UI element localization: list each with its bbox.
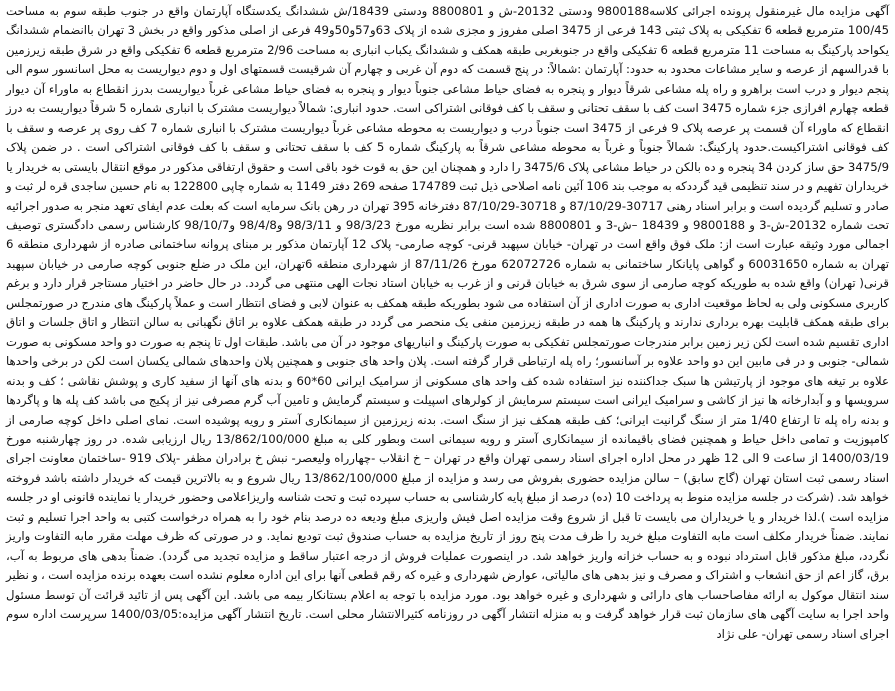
notice-body-text: آگهی مزایده مال غیرمنقول پرونده اجرائی کلاسه9800188 ودستی 20132-ش و 8800801 ودستی 18439/ش ششدانگ یکدستگاه آپارتمان واقع در جنوب طبقه سوم به مساحت 100/45 مترمربع قطعه 6 تفکیکی به پلاک ثبتی 143 فرعی از 3475 اصلی مفروز و مجزی شده از پلاک 63و57و50و49 فرعی از اصلی مذکور واقع در بخش 3 تهران باانضمام ششدانگ یکواحد پارکینگ به مساحت 11 مترمربع قطعه 6 تفکیکی واقع در جنوبغربی طبقه همکف و ششدانگ یکباب انباری به مساحت 2/96 مترمربع قطعه 6 تفکیکی واقع در شرق طبقه زیرزمین با قدرالسهم از عرصه و سایر مشاعات محدود به حدود: آپارتمان :شمالاً: در پنج قسمت که دوم آن غربی و چهارم آن شرقیست قسمتهای اول و دوم دیواریست به محل اسانسور سوم الی پنجم دیوار و درب است براهرو و راه پله مشاعی شرقاً دیوار و پنجره به فضای حیاط مشاعی جنوباً دیوار و پنجره به فضای حیاط مشاعی غرباً دیواریست بدرز انقطاع به ماوراء آن دیوار قطعه چهارم افرازی جزء شماره 3475 است کف با سقف تحتانی و سقف با کف فوقانی اشتراکی است. حدود انباری: شمالاً دیواریست مشترک با انباری شماره 5 شرقاً دیواریست به درز انقطاع که ماوراء آن قسمت پر عرصه پلاک 9 فرعی از 3475 است جنوباً درب و دیواریست به محوطه مشاعی غرباً دیواریست مشترک با انباری شماره 7 کف روی پر عرصه و سقف با کف فوقانی اشتراکیست.حدود پارکینگ: شمالاً جنوباً و غرباً به محوطه مشاعی شرقاً به پارکینگ شماره 5 کف با سقف تحتانی و سقف با کف فوقانی اشتراکی است . در ضمن پلاک 3475/9 حق ساز کردن 34 پنجره و ده بالکن در حیاط مشاعی پلاک 3475/6 را دارد و همچنان این حق به قوت خود باقی است و حقوق ارتفاقی مذکور در موقع انتقال بایستی به خریدار یا خریداران تفهیم و در سند تنظیمی قید گرددکه به موجب بند 106 آئین نامه اصلاحی ذیل ثبت 174789 صفحه 269 دفتر 1149 به شماره چاپی 122800 به نام حسین ساجدی قره لر ثبت و صادر و تسلیم گردیده است و برابر اسناد رهنی 30717-87/10/29 و 30718-87/10/29 دفترخانه 395 تهران در رهن بانک سرمایه است که بعلت عدم ایفای تعهد منجر به صدور اجرائیه تحت شماره 20132-ش-3 و 9800188 و 18439 –ش-3 و 8800801 شده است برابر نظریه مورخ 98/3/23 و 98/3/11 و98/4/8 و98/10/7 کارشناس رسمی دادگستری توصیف اجمالی مورد وثیقه عبارت است از: ملک فوق واقع است در تهران- خیابان سپهبد قرنی- کوچه صارمی- پلاک 12 آپارتمان مذکور بر مبنای پروانه ساختمانی صادره از شهرداری منطقه 6 تهران به شماره 60031650 و گواهی پایانکار ساختمانی به شماره 62072726 مورخ 87/11/26 از شهرداری منطقه 6تهران، این ملک در ضلع جنوبی کوچه صارمی در خیابان سپهبد قرنی( تهران) واقع شده به طوریکه کوچه صارمی از سوی شرق به خیابان قرنی و از غرب به خیابان استاد نجات الهی منتهی می گردد. در حال حاضر در اختیار مستاجر قرار دارد و برغم کاربری مسکونی ولی به لحاظ موقعیت اداری به صورت اداری از آن استفاده می شود بطوریکه طبقه همکف به عنوان لابی و فضای انتظار است و عملاً پارکینگ های مندرج در صورتمجلس برای طبقه همکف قابلیت بهره برداری ندارند و پارکینگ ها همه در طبقه زیرزمین منفی یک منحصر می گردد در طبقه همکف علاوه بر اتاق نگهبانی به سالن انتظار و اتاق جلسات و اتاق اداری تقسیم شده است لکن زیر زمین برابر مندرجات صورتمجلس تفکیکی به صورت پارکینگ و انباریهای موجود در آن می باشد. طبقات اول تا پنجم به صورت دو واحد مسکونی به صورت شمالی- جنوبی و در فی مابین این دو واحد علاوه بر آسانسور؛ راه پله ارتباطی قرار گرفته است. پلان واحد های جنوبی و همچنین پلان واحدهای شمالی یکسان است لکن در برخی واحدها علاوه بر تیغه های موجود از پارتیشن ها سبک جداکننده نیز استفاده شده کف واحد های مسکونی از سرامیک ایرانی 60*60 و بدنه های آنها از سفید کاری و پوشش نقاشی ؛ کف و بدنه سرویسها و و آبدارخانه ها نیز از کاشی و سرامیک ایرانی است سیستم سرمایش از کولرهای اسپیلت و سیستم گرمایش و تامین آب گرم مصرفی نیز از پکیج می باشد کف پله ها و پاگردها و بدنه راه پله تا ارتفاع 1/40 متر از سنگ گرانیت ایرانی؛ کف طبقه همکف نیز از سنگ است. بدنه زیرزمین از سیمانکاری آستر و رویه پوشیده است. نمای اصلی داخل کوچه صارمی از کامپوزیت و تمامی داخل حیاط و همچنین فضای باقیمانده از سیمانکاری آستر و رویه سیمانی است وبطور کلی به مبلغ 13/862/100/000 ریال ارزیابی شده. در روز چهارشنبه مورخ 1400/03/19 از ساعت 9 الی 12 ظهر در محل اداره اجرای اسناد رسمی تهران واقع در تهران – خ انقلاب -چهارراه ولیعصر- نبش خ برادران مظفر -پلاک 919 -ساختمان معاونت اجرای اسناد رسمی ثبت استان تهران (گاج سابق) – سالن مزایده حضوری بفروش می رسد و مزایده از مبلغ 13/862/100/000 ریال شروع و به بالاترین قیمت که خریدار داشته باشد فروخته خواهد شد. (شرکت در جلسه مزایده منوط به پرداخت 10 (ده) درصد از مبلغ پایه کارشناسی به حساب سپرده ثبت و تحت شناسه واریزاعلامی وحضور خریدار یا نماینده قانونی او در جلسه مزایده است ).لذا خریدار و یا خریداران می بایست تا قبل از شروع وقت مزایده اصل فیش واریزی مبلغ ودیعه ده درصد بنام خود را به همراه درخواست کتبی به واحد اجرا تسلیم و ثبت نمایند. ضمناً خریدار مکلف است مابه التفاوت مبلغ خرید را ظرف مدت پنج روز از تاریخ مزایده به حساب صندوق ثبت تودیع نماید. و در صورتی که ظرف مهلت مقرر مابه التفاوت واریز نگردد، مبلغ مذکور قابل استرداد نبوده و به حساب خزانه واریز خواهد شد. در اینصورت عملیات فروش از درجه اعتبار ساقط و مزایده تجدید می گردد). ضمناً بدهی های مربوط به آب، برق، گاز اعم از حق انشعاب و اشتراک و مصرف و نیز بدهی های مالیاتی، عوارض شهرداری و غیره که رقم قطعی آنها برای این اداره معلوم نشده است بعهده برنده مزایده است ، و نظیر سند انتقال موکول به ارائه مفاصاحساب های دارائی و شهرداری و غیره خواهد بود. مورد مزایده با توجه به اعلام بستانکار بیمه می باشد. این آگهی پس از تائید قرائت آن توسط مسئول واحد اجرا به سایت آگهی های سازمان ثبت قرار خواهد گرفت و به منزله انتشار آگهی در روزنامه کثیرالانتشار محلی است. تاریخ انتشار آگهی مزایده:1400/03/05 سرپرست اداره سوم اجرای اسناد رسمی تهران- علی نژاد [6,4,890,641]
